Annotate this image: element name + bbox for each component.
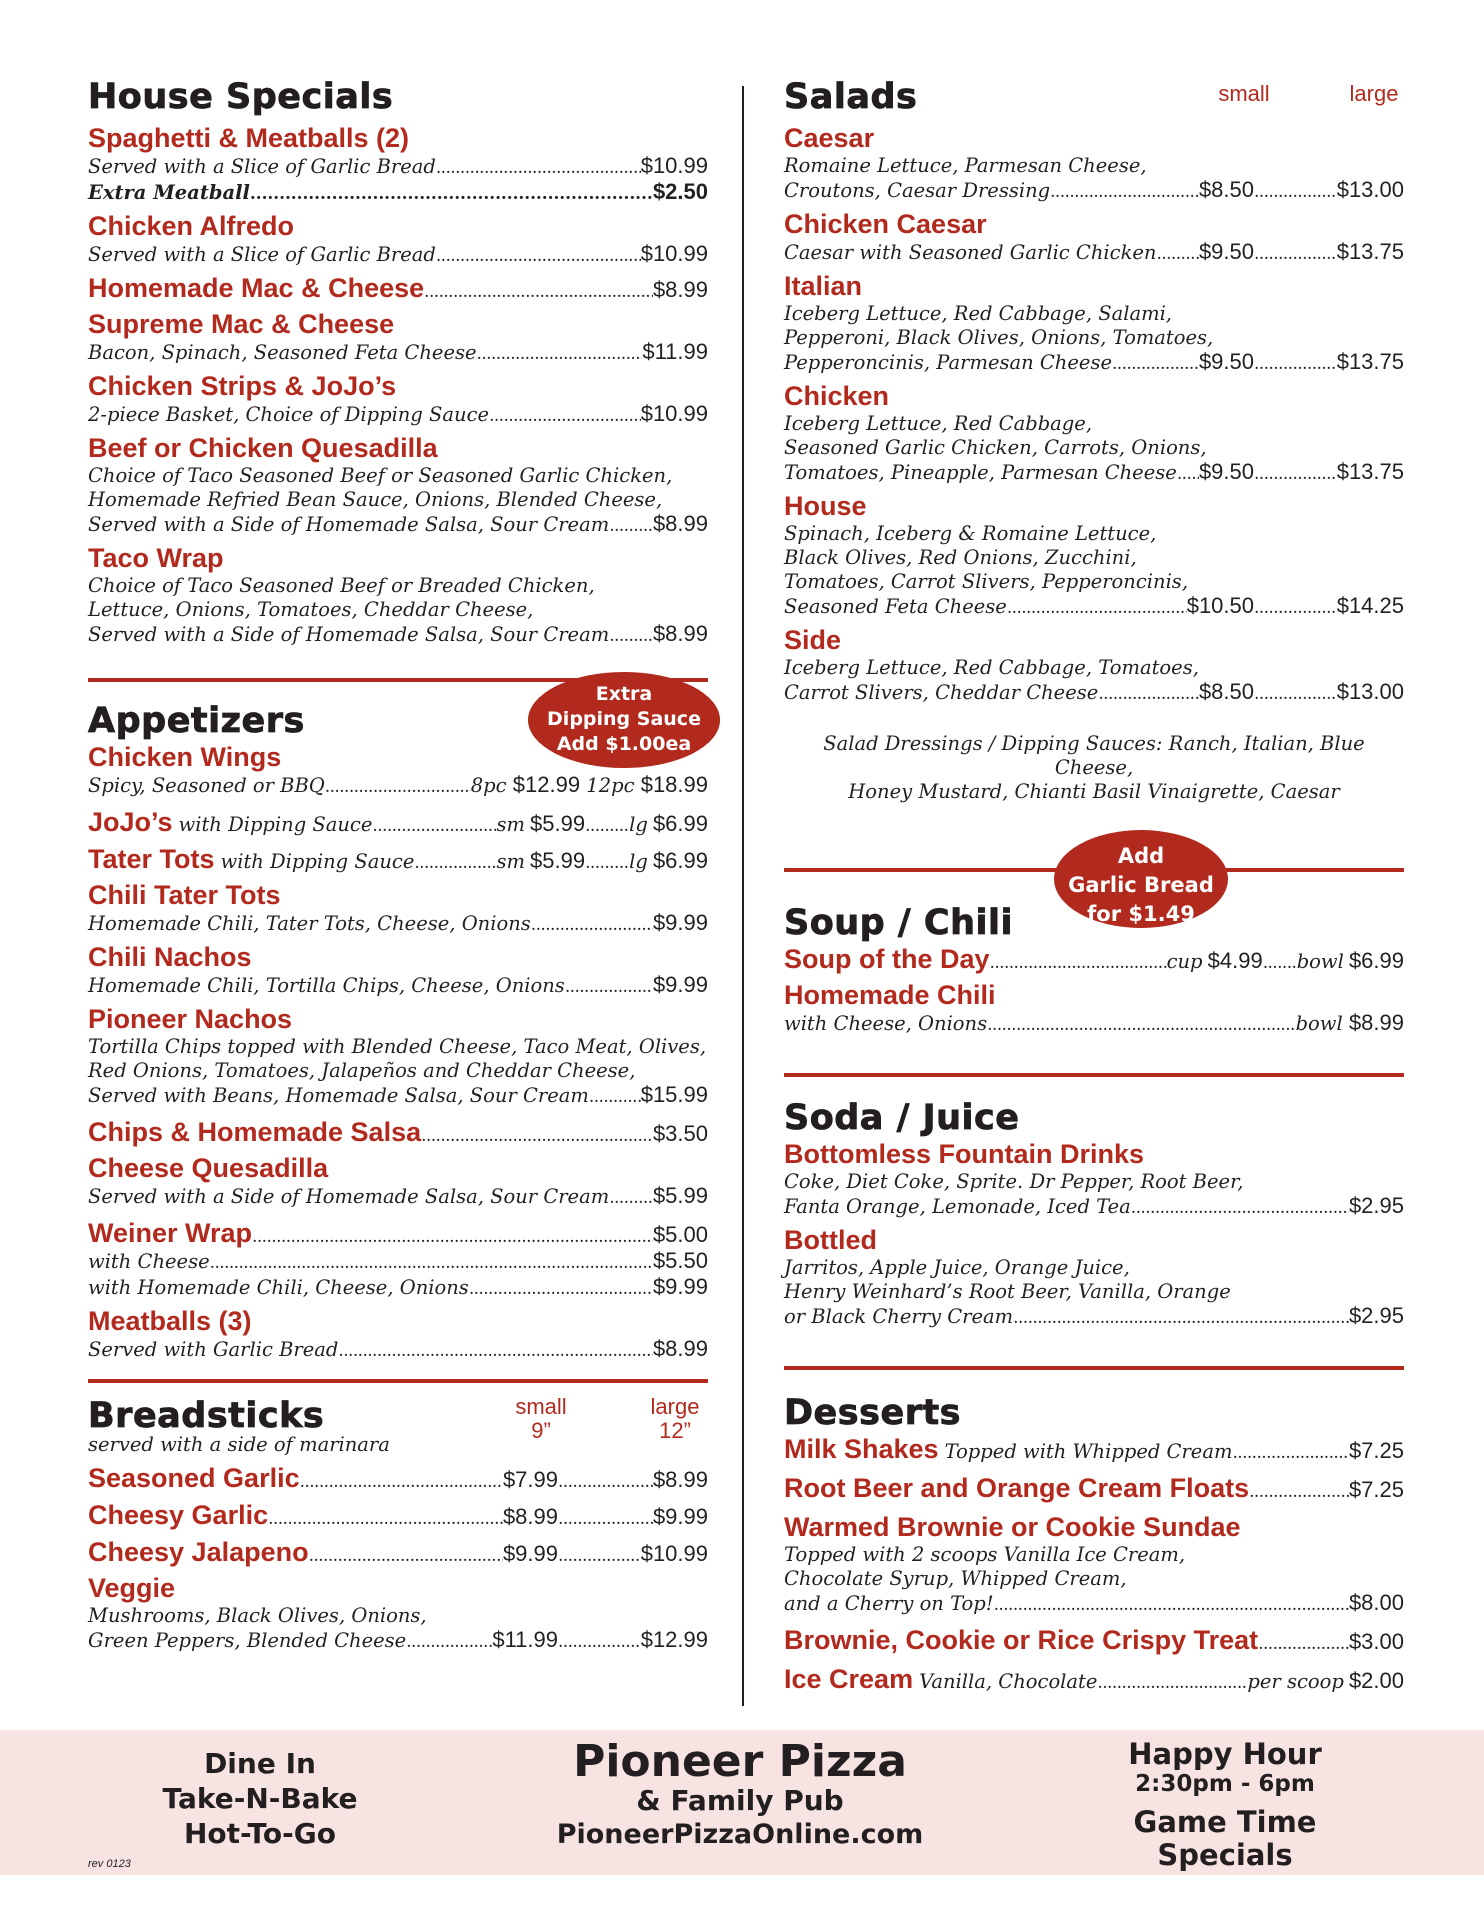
- item-price: $8.99: [652, 277, 708, 302]
- menu-item-breadstick: [88, 1500, 708, 1531]
- item-name: Homemade Mac & Cheese: [88, 273, 425, 303]
- menu-item-tater-tots: [88, 844, 708, 875]
- item-desc: Iceberg Lettuce, Red Cabbage, Salami,: [784, 302, 1173, 325]
- item-name: Seasoned Garlic: [88, 1463, 300, 1493]
- item-desc: Mushrooms, Black Olives, Onions,: [88, 1604, 427, 1627]
- item-name: Brownie, Cookie or Rice Crispy Treat: [784, 1625, 1259, 1655]
- breadsticks-title: Breadsticks: [88, 1396, 325, 1436]
- item-desc: Tomatoes, Pineapple, Parmesan Cheese: [784, 461, 1177, 484]
- menu-item-milk-shakes: [784, 1434, 1404, 1465]
- item-desc: Bacon, Spinach, Seasoned Feta Cheese: [88, 341, 477, 364]
- game-time-label: Game Time: [1133, 1805, 1317, 1839]
- salads-list: [784, 123, 1404, 706]
- item-name: Pioneer Nachos: [88, 1004, 293, 1034]
- menu-item-house-special: [88, 309, 708, 366]
- section-divider: [88, 1379, 708, 1383]
- item-name: Weiner Wrap: [88, 1218, 253, 1248]
- item-name: Chicken Caesar: [784, 209, 987, 239]
- item-desc: Spinach, Iceberg & Romaine Lettuce,: [784, 522, 1157, 545]
- item-desc: Choice of Taco Seasoned Beef or Seasoned Garlic Chicken,: [88, 464, 673, 487]
- item-price: $18.99: [640, 772, 708, 797]
- size-label: 8pc: [470, 774, 507, 797]
- menu-item-pioneer-nachos: [88, 1004, 708, 1109]
- menu-item-breadstick: [88, 1537, 708, 1568]
- item-price: $9.99: [652, 972, 708, 997]
- item-price: $10.50: [1186, 593, 1254, 618]
- brand-subtitle: & Family Pub: [636, 1784, 844, 1817]
- size-header-large: [640, 1395, 710, 1443]
- item-desc: Iceberg Lettuce, Red Cabbage, Tomatoes,: [784, 656, 1199, 679]
- section-divider: [784, 1366, 1404, 1370]
- happy-hour-time: 2:30pm - 6pm: [1135, 1771, 1315, 1797]
- menu-item-meatballs: [88, 1306, 708, 1363]
- item-price: $10.99: [640, 241, 708, 266]
- size-value: 9”: [531, 1418, 551, 1443]
- item-desc: Croutons, Caesar Dressing: [784, 179, 1051, 202]
- size-value: 12”: [659, 1418, 691, 1443]
- menu-item-veggie: [88, 1573, 708, 1654]
- item-desc: Caesar with Seasoned Garlic Chicken: [784, 241, 1157, 264]
- item-name: Chicken: [784, 381, 890, 411]
- item-desc: Vanilla, Chocolate: [919, 1670, 1098, 1693]
- section-divider: [784, 1073, 1404, 1077]
- item-price: $13.75: [1336, 349, 1404, 374]
- menu-item-salad: [784, 209, 1404, 266]
- item-price: $9.99: [502, 1541, 558, 1566]
- item-price: $13.75: [1336, 459, 1404, 484]
- size-label: bowl: [1296, 950, 1344, 973]
- right-column: [784, 76, 1404, 1695]
- item-price: $5.99: [530, 811, 586, 836]
- item-name: Root Beer and Orange Cream Floats: [784, 1473, 1250, 1503]
- item-desc: Lettuce, Onions, Tomatoes, Cheddar Cheese,: [88, 598, 534, 621]
- item-price: $6.99: [652, 811, 708, 836]
- item-price: $13.00: [1336, 679, 1404, 704]
- item-name: Beef or Chicken Quesadilla: [88, 433, 438, 463]
- size-label: bowl: [1295, 1012, 1343, 1035]
- item-desc: Pepperoncinis, Parmesan Cheese: [784, 351, 1112, 374]
- item-desc: with Dipping Sauce: [220, 850, 415, 873]
- item-name: Tater Tots: [88, 844, 215, 874]
- menu-item-breadstick: [88, 1463, 708, 1494]
- size-label: sm: [496, 850, 525, 873]
- menu-item-salad: [784, 271, 1404, 376]
- item-price: $5.99: [530, 848, 586, 873]
- item-price: $8.00: [1348, 1590, 1404, 1615]
- item-name: Bottled: [784, 1225, 877, 1255]
- item-price: $13.75: [1336, 239, 1404, 264]
- item-desc: Topped with 2 scoops Vanilla Ice Cream,: [784, 1543, 1186, 1566]
- item-price: $2.50: [652, 179, 708, 204]
- item-desc: Tortilla Chips topped with Blended Cheese, Taco Meat, Olives,: [88, 1035, 707, 1058]
- item-price: $6.99: [652, 848, 708, 873]
- item-desc: or Black Cherry Cream: [784, 1305, 1014, 1328]
- item-price: $9.99: [652, 1274, 708, 1299]
- item-name: Spaghetti & Meatballs (2): [88, 123, 410, 153]
- size-label: large: [650, 1394, 700, 1419]
- item-name: Cheese Quesadilla: [88, 1153, 329, 1183]
- service-dine-in: Dine In: [204, 1747, 316, 1780]
- item-desc: Extra Meatball: [88, 181, 250, 204]
- item-price: $9.99: [652, 1504, 708, 1529]
- badge-line: Add: [1117, 844, 1165, 868]
- item-price: $10.99: [640, 153, 708, 178]
- item-price: $8.99: [652, 1336, 708, 1361]
- item-price: $9.99: [652, 910, 708, 935]
- column-divider: [742, 86, 744, 1706]
- badge-line: Add $1.00ea: [556, 733, 692, 755]
- size-label: lg: [629, 850, 648, 873]
- item-price: $9.50: [1198, 349, 1254, 374]
- item-price: $7.99: [502, 1467, 558, 1492]
- item-price: $12.99: [640, 1627, 708, 1652]
- item-desc: Homemade Refried Bean Sauce, Onions, Blended Cheese,: [88, 488, 663, 511]
- item-name: Chicken Wings: [88, 742, 282, 772]
- menu-item-weiner-wrap: [88, 1218, 708, 1301]
- badge-line: Extra: [595, 683, 653, 705]
- item-desc: Fanta Orange, Lemonade, Iced Tea: [784, 1195, 1131, 1218]
- specials-label: Specials: [1157, 1838, 1293, 1872]
- soup-title: Soup / Chili: [784, 903, 1013, 943]
- menu-item-cheese-quesadilla: [88, 1153, 708, 1210]
- note-line: Salad Dressings / Dipping Sauces: Ranch, Italian, Blue Cheese,: [823, 732, 1365, 779]
- item-price: $4.99: [1207, 948, 1263, 973]
- menu-item-salad: [784, 625, 1404, 706]
- item-name: Cheesy Garlic: [88, 1500, 269, 1530]
- item-name: Meatballs (3): [88, 1306, 252, 1336]
- item-desc: Homemade Chili, Tater Tots, Cheese, Onions: [88, 912, 531, 935]
- menu-item-bottled: [784, 1225, 1404, 1330]
- item-desc: Green Peppers, Blended Cheese: [88, 1629, 407, 1652]
- menu-item-salad: [784, 491, 1404, 620]
- menu-item-salad: [784, 381, 1404, 486]
- item-price: $10.99: [640, 1541, 708, 1566]
- item-name: Chili Tater Tots: [88, 880, 281, 910]
- item-price: $8.99: [502, 1504, 558, 1529]
- menu-item-chili-tater-tots: [88, 880, 708, 937]
- item-option: with Cheese: [88, 1250, 210, 1273]
- item-desc: Served with a Slice of Garlic Bread: [88, 155, 436, 178]
- item-desc: Chocolate Syrup, Whipped Cream,: [784, 1567, 1127, 1590]
- item-name: Chicken Alfredo: [88, 211, 295, 241]
- item-name: Bottomless Fountain Drinks: [784, 1139, 1145, 1169]
- badge-line: for $1.49: [1087, 902, 1195, 926]
- item-desc: Choice of Taco Seasoned Beef or Breaded Chicken,: [88, 574, 595, 597]
- service-take-n-bake: Take-N-Bake: [162, 1782, 358, 1815]
- size-label: sm: [496, 813, 525, 836]
- item-name: Warmed Brownie or Cookie Sundae: [784, 1512, 1241, 1542]
- item-price: $11.99: [642, 339, 708, 364]
- item-desc: Served with a Side of Homemade Salsa, Sour Cream: [88, 623, 610, 646]
- item-price: $8.99: [1348, 1010, 1404, 1035]
- menu-item-soup-of-day: [784, 944, 1404, 975]
- breadsticks-header: [88, 1394, 708, 1443]
- item-price: $9.50: [1198, 239, 1254, 264]
- item-price: $8.99: [652, 1467, 708, 1492]
- specials-block: [1065, 1738, 1385, 1870]
- size-header-small: small: [1218, 81, 1270, 106]
- item-name: Chicken Strips & JoJo’s: [88, 371, 397, 401]
- item-desc: with Dipping Sauce: [178, 813, 373, 836]
- menu-item-house-special: [88, 433, 708, 538]
- menu-item-homemade-chili: [784, 980, 1404, 1037]
- desserts-title: Desserts: [784, 1393, 962, 1433]
- item-desc: and a Cherry on Top!: [784, 1592, 994, 1615]
- appetizers-section: [88, 678, 708, 1363]
- house-specials-title: House Specials: [88, 77, 394, 117]
- item-desc: Seasoned Feta Cheese: [784, 595, 1007, 618]
- item-price: $2.95: [1348, 1303, 1404, 1328]
- item-price: $8.50: [1198, 679, 1254, 704]
- menu-item-house-special: [88, 211, 708, 268]
- garlic-bread-badge: [1054, 830, 1228, 928]
- item-desc: Served with a Side of Homemade Salsa, Sour Cream: [88, 513, 610, 536]
- brand-block: [460, 1738, 1020, 1854]
- salads-header: [784, 76, 1404, 118]
- house-specials-list: [88, 123, 708, 648]
- item-price: $7.25: [1348, 1438, 1404, 1463]
- size-header-large: large: [1349, 81, 1399, 106]
- item-desc: Spicy, Seasoned or BBQ: [88, 774, 325, 797]
- item-name: Veggie: [88, 1573, 176, 1603]
- note-line: Honey Mustard, Chianti Basil Vinaigrette, Caesar: [848, 780, 1340, 803]
- item-desc: Carrot Slivers, Cheddar Cheese: [784, 681, 1099, 704]
- breadsticks-list: [88, 1463, 708, 1568]
- item-price: $12.99: [512, 772, 581, 797]
- item-desc: Pepperoni, Black Olives, Onions, Tomatoes,: [784, 326, 1214, 349]
- item-price: $14.25: [1336, 593, 1404, 618]
- item-name: Taco Wrap: [88, 543, 224, 573]
- item-desc: Tomatoes, Carrot Slivers, Pepperoncinis,: [784, 570, 1189, 593]
- menu-item-fountain: [784, 1139, 1404, 1220]
- item-desc: Seasoned Garlic Chicken, Carrots, Onions,: [784, 436, 1207, 459]
- footer-band: [0, 1730, 1484, 1875]
- item-name: Side: [784, 625, 842, 655]
- menu-item-house-special: [88, 273, 708, 304]
- item-name: Chili Nachos: [88, 942, 252, 972]
- website-link[interactable]: PioneerPizzaOnline.com: [556, 1819, 924, 1850]
- menu-item-house-special: [88, 543, 708, 648]
- item-desc: Red Onions, Tomatoes, Jalapeños and Cheddar Cheese,: [88, 1059, 636, 1082]
- menu-item-salad: [784, 123, 1404, 204]
- item-name: Milk Shakes: [784, 1434, 939, 1464]
- item-name: House: [784, 491, 867, 521]
- appetizers-title: Appetizers: [88, 701, 305, 741]
- item-name: Ice Cream: [784, 1664, 914, 1694]
- item-name: JoJo’s: [88, 807, 173, 837]
- size-label: per scoop: [1247, 1670, 1344, 1693]
- dressings-note: [784, 732, 1404, 804]
- size-label: lg: [629, 813, 648, 836]
- item-price: $10.99: [640, 401, 708, 426]
- item-name: Homemade Chili: [784, 980, 996, 1010]
- soda-title: Soda / Juice: [784, 1098, 1020, 1138]
- salads-title: Salads: [784, 77, 918, 117]
- item-name: Chips & Homemade Salsa: [88, 1117, 422, 1147]
- size-label: small: [515, 1394, 567, 1419]
- item-price: $5.00: [652, 1222, 708, 1247]
- breadsticks-section: [88, 1379, 708, 1654]
- menu-item-sundae: [784, 1512, 1404, 1617]
- item-desc: Henry Weinhard’s Root Beer, Vanilla, Orange: [784, 1280, 1231, 1303]
- item-price: $8.99: [652, 511, 708, 536]
- item-desc: Iceberg Lettuce, Red Cabbage,: [784, 412, 1093, 435]
- item-name: Supreme Mac & Cheese: [88, 309, 395, 339]
- item-name: Caesar: [784, 123, 875, 153]
- badge-line: Garlic Bread: [1068, 873, 1214, 897]
- soda-section: [784, 1073, 1404, 1330]
- item-name: Soup of the Day: [784, 944, 990, 974]
- service-options: [110, 1746, 410, 1851]
- badge-line: Dipping Sauce: [547, 708, 701, 730]
- menu-item-house-special: [88, 371, 708, 428]
- menu-item-jojos: [88, 807, 708, 838]
- item-desc: Served with Garlic Bread: [88, 1338, 339, 1361]
- item-desc: with Cheese, Onions: [784, 1012, 988, 1035]
- menu-item-treat: [784, 1625, 1404, 1656]
- menu-item-chips-salsa: [88, 1117, 708, 1148]
- item-desc: Black Olives, Red Onions, Zucchini,: [784, 546, 1137, 569]
- revision-note: rev 0123: [88, 1858, 131, 1870]
- item-desc: Jarritos, Apple Juice, Orange Juice,: [784, 1256, 1130, 1279]
- item-price: $3.00: [1348, 1629, 1404, 1654]
- item-desc: Served with Beans, Homemade Salsa, Sour Cream: [88, 1084, 589, 1107]
- menu-item-chili-nachos: [88, 942, 708, 999]
- item-name: Italian: [784, 271, 863, 301]
- menu-item-ice-cream: [784, 1664, 1404, 1695]
- item-price: $2.95: [1348, 1193, 1404, 1218]
- size-header-small: [506, 1395, 576, 1443]
- size-label: 12pc: [586, 774, 635, 797]
- menu-item-house-special: [88, 123, 708, 206]
- item-desc: Served with a Slice of Garlic Bread: [88, 243, 436, 266]
- happy-hour-label: Happy Hour: [1128, 1737, 1322, 1771]
- item-desc: Coke, Diet Coke, Sprite. Dr Pepper, Root Beer,: [784, 1170, 1244, 1193]
- item-desc: Topped with Whipped Cream: [944, 1440, 1233, 1463]
- brand-name: Pioneer Pizza: [573, 1736, 907, 1787]
- item-desc: Romaine Lettuce, Parmesan Cheese,: [784, 154, 1147, 177]
- item-price: $15.99: [640, 1082, 708, 1107]
- item-price: $9.50: [1198, 459, 1254, 484]
- item-price: $3.50: [652, 1121, 708, 1146]
- item-price: $7.25: [1348, 1477, 1404, 1502]
- breadsticks-subtitle: served with a side of marinara: [88, 1433, 390, 1456]
- size-label: cup: [1166, 950, 1203, 973]
- item-price: $5.99: [652, 1183, 708, 1208]
- item-price: $2.00: [1348, 1668, 1404, 1693]
- menu-item-floats: [784, 1473, 1404, 1504]
- left-column: [88, 76, 708, 1654]
- item-price: $8.99: [652, 621, 708, 646]
- item-price: $5.50: [652, 1248, 708, 1273]
- desserts-section: [784, 1366, 1404, 1695]
- item-desc: Served with a Side of Homemade Salsa, Sour Cream: [88, 1185, 610, 1208]
- item-price: $11.99: [492, 1627, 558, 1652]
- dipping-sauce-badge: [528, 672, 720, 768]
- item-price: $6.99: [1348, 948, 1404, 973]
- item-option: with Homemade Chili, Cheese, Onions: [88, 1276, 469, 1299]
- item-desc: Homemade Chili, Tortilla Chips, Cheese, Onions: [88, 974, 565, 997]
- item-price: $8.50: [1198, 177, 1254, 202]
- item-desc: 2-piece Basket, Choice of Dipping Sauce: [88, 403, 490, 426]
- item-name: Cheesy Jalapeno: [88, 1537, 309, 1567]
- soup-section: [784, 844, 1404, 1037]
- item-price: $13.00: [1336, 177, 1404, 202]
- service-hot-to-go: Hot-To-Go: [183, 1817, 337, 1850]
